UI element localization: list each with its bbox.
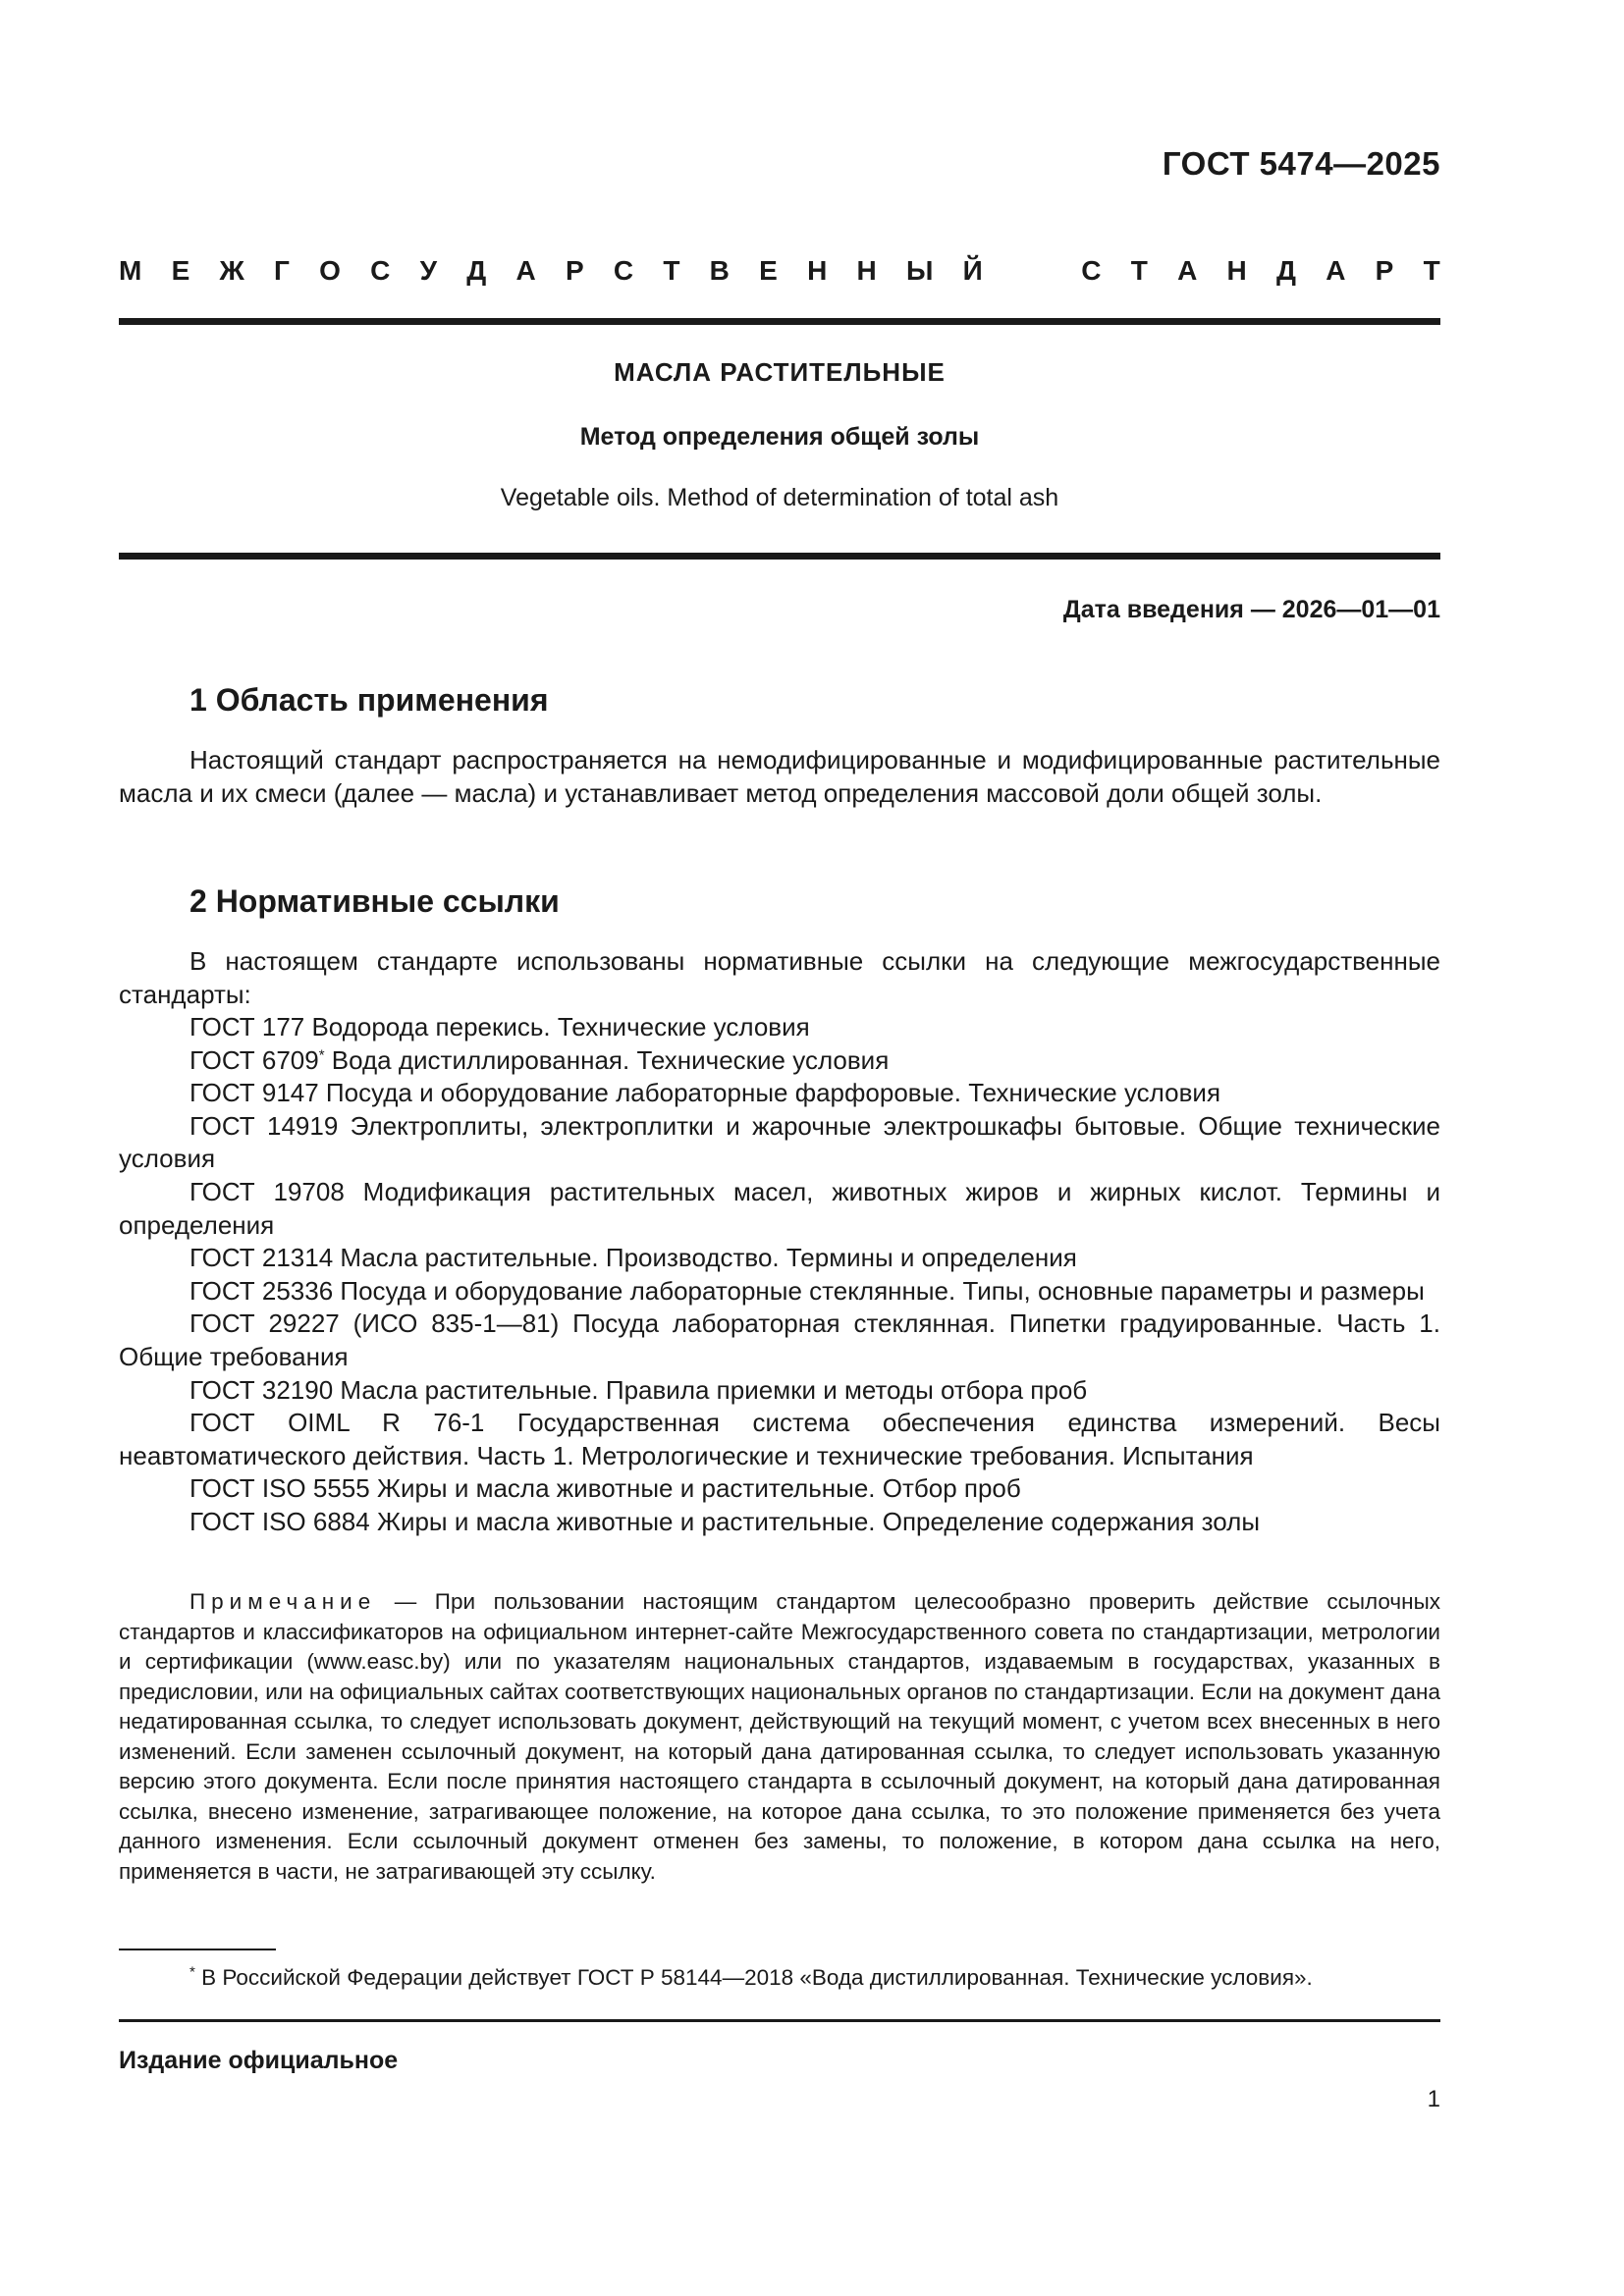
footnote-mark: * [318,1045,325,1063]
std-letter: Т [1423,255,1440,286]
std-letter: Й [962,255,983,286]
std-letter: Д [466,255,487,286]
reference-item: ГОСТ OIML R 76-1 Государственная система обеспечения единства измерений. Весы неавтоматического действия. Часть 1. Метрологические и технические требования. Испытания [119,1408,1440,1470]
reference-item: ГОСТ ISO 5555 Жиры и масла животные и растительные. Отбор проб [189,1473,1021,1504]
std-letter: Н [807,255,828,286]
std-letter: М [119,255,142,286]
reference-title: Вода дистиллированная. Технические условия [331,1044,890,1075]
note-label: Примечание [189,1589,377,1614]
standard-type-heading [119,255,1440,287]
std-letter: А [1177,255,1198,286]
section-1-text: Настоящий стандарт распространяется на немодифицированные и модифицированные растительные масла и их смеси (далее — масла) и устанавливает метод определения массовой доли общей золы. [119,745,1440,808]
std-letter: Ж [219,255,244,286]
std-letter: Р [565,255,584,286]
std-letter: Д [1276,255,1296,286]
reference-item: ГОСТ 21314 Масла растительные. Производство. Термины и определения [189,1243,1077,1273]
normative-references-list [119,1011,1440,1539]
std-letter: Р [1375,255,1394,286]
reference-item: ГОСТ 177 Водорода перекись. Технические условия [189,1012,810,1041]
footer-divider [119,2019,1440,2022]
page-number: 1 [1427,2086,1440,2112]
reference-item: ГОСТ 14919 Электроплиты, электроплитки и жарочные электрошкафы бытовые. Общие технические условия [119,1110,1440,1174]
top-divider [119,318,1440,325]
std-letter: Е [759,255,778,286]
footnote-separator [119,1949,276,1950]
reference-item-gost-6709 [119,1044,1440,1078]
std-letter: Т [1130,255,1148,286]
std-letter: Г [274,255,290,286]
english-title: Vegetable oils. Method of determination of total ash [500,484,1059,511]
reference-item: ГОСТ 29227 (ИСО 835-1—81) Посуда лабораторная стеклянная. Пипетки градуированные. Часть 1. Общие требования [119,1308,1440,1371]
reference-item: ГОСТ 9147 Посуда и оборудование лабораторные фарфоровые. Технические условия [189,1078,1221,1108]
word-gap [1012,255,1052,287]
section-2-intro: В настоящем стандарте использованы нормативные ссылки на следующие межгосударственные стандарты: [119,946,1440,1009]
reference-code: ГОСТ 6709 [189,1044,319,1075]
footnote-mark: * [189,1963,195,1981]
std-letter: А [515,255,536,286]
note-text: — При пользовании настоящим стандартом целесообразно проверить действие ссылочных стандартов и классификаторов на официальном интернет-сайте Межгосударственного совета по стандартизации, метрологии и сертификации (www.easc.by) или по указателям национальных стандартов, издаваемым в государствах, указанных в предисловии, или на официальных сайтах соответствующих национальных органов по стандартизации. Если на документ дана недатированная ссылка, то следует использовать документ, действующий на текущий момент, с учетом всех внесенных в него изменений. Если заменен ссылочный документ, на который дана датированная ссылка, то следует использовать указанную версию этого документа. Если после принятия настоящего стандарта в ссылочный документ, на который дана датированная ссылка, внесено изменение, затрагивающее положение, на которое дана ссылка, то это положение применяется без учета данного изменения. Если ссылочный документ отменен без замены, то положение, в котором дана ссылка на него, применяется в части, не затрагивающей эту ссылку. [119,1589,1440,1884]
std-letter: Ы [906,255,934,286]
std-letter: Н [856,255,877,286]
document-title: МАСЛА РАСТИТЕЛЬНЫЕ [614,357,946,387]
std-letter: С [1081,255,1102,286]
std-letter: Е [171,255,190,286]
footnote [189,1965,1313,1991]
std-letter: О [319,255,341,286]
reference-item: ГОСТ 25336 Посуда и оборудование лабораторные стеклянные. Типы, основные параметры и размеры [189,1275,1425,1306]
title-divider [119,553,1440,560]
reference-item: ГОСТ ISO 6884 Жиры и масла животные и растительные. Определение содержания золы [189,1506,1261,1536]
introduction-date: Дата введения — 2026—01—01 [1062,596,1440,623]
document-subtitle: Метод определения общей золы [579,423,980,451]
reference-item: ГОСТ 32190 Масла растительные. Правила приемки и методы отбора проб [189,1374,1088,1405]
section-1-heading: 1 Область применения [189,682,549,718]
section-2-heading: 2 Нормативные ссылки [189,883,560,919]
note-block [119,1587,1440,1887]
document-page [119,0,1440,2296]
std-letter: Н [1226,255,1247,286]
std-letter: А [1326,255,1346,286]
std-letter: В [709,255,730,286]
edition-label: Издание официальное [119,2047,399,2074]
reference-item: ГОСТ 19708 Модификация растительных масел, животных жиров и жирных кислот. Термины и определения [119,1176,1440,1240]
footnote-text: В Российской Федерации действует ГОСТ Р 58144—2018 «Вода дистиллированная. Технические условия». [201,1965,1313,1990]
std-letter: У [419,255,438,286]
std-letter: С [370,255,391,286]
std-letter: Т [663,255,680,286]
std-letter: С [613,255,634,286]
document-code: ГОСТ 5474—2025 [1162,145,1440,182]
